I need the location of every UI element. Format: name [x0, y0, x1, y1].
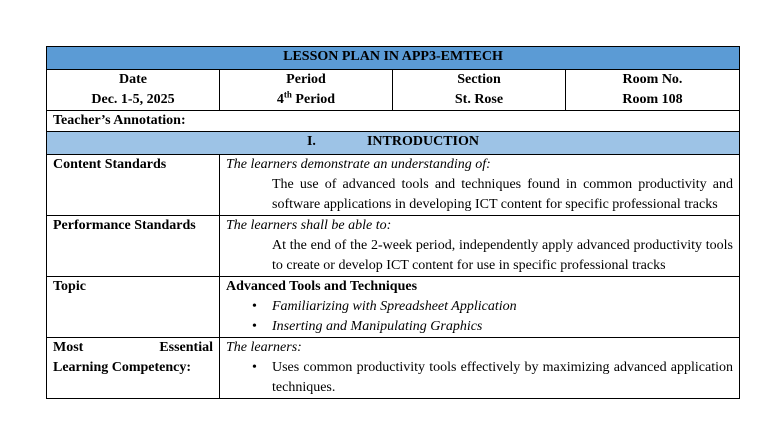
section-title: INTRODUCTION — [366, 134, 479, 149]
section-number: I. — [306, 134, 316, 149]
period-word: Period — [295, 92, 336, 107]
room-label: Room No. — [622, 72, 683, 87]
lesson-plan-table — [46, 46, 740, 399]
date-label: Date — [119, 72, 147, 87]
date-value: Dec. 1-5, 2025 — [91, 92, 175, 107]
content-standards-row — [47, 155, 740, 216]
topic-heading: Advanced Tools and Techniques — [226, 279, 418, 294]
period-suffix: th — [283, 89, 292, 100]
section-heading-row — [47, 132, 740, 155]
content-standards-label: Content Standards — [47, 155, 220, 216]
performance-standards-cell — [220, 216, 740, 277]
teacher-annotation-label: Teacher’s Annotation: — [47, 111, 740, 132]
topic-bullet-text: Familiarizing with Spreadsheet Application — [272, 299, 517, 314]
section-cell — [393, 70, 566, 111]
list-item — [252, 317, 733, 337]
content-standards-lead: The learners demonstrate an understanding of: — [226, 157, 491, 172]
period-cell — [220, 70, 393, 111]
room-value: Room 108 — [622, 92, 683, 107]
header-row — [47, 70, 740, 111]
period-number: 4 — [276, 92, 284, 107]
melc-bullet-text: Uses common productivity tools effectively by maximizing advanced application techniques. — [272, 360, 733, 395]
section-value: St. Rose — [454, 92, 504, 107]
section-label: Section — [457, 72, 501, 87]
topic-label: Topic — [47, 277, 220, 338]
melc-row — [47, 338, 740, 399]
melc-cell — [220, 338, 740, 399]
melc-label — [47, 338, 220, 399]
performance-standards-text: At the end of the 2-week period, independently apply advanced productivity tools to create or develop ICT content for use in specific professional tracks — [272, 238, 733, 273]
performance-standards-row — [47, 216, 740, 277]
topic-bullet-text: Inserting and Manipulating Graphics — [272, 319, 483, 334]
melc-label-word2: Essential — [159, 340, 213, 355]
title-row — [47, 47, 740, 70]
annotation-row — [47, 111, 740, 132]
section-heading — [47, 132, 740, 155]
room-cell — [566, 70, 740, 111]
period-value — [226, 90, 386, 110]
melc-label-word1: Most — [53, 340, 84, 355]
bullet-icon: • — [252, 319, 257, 334]
content-standards-text: The use of advanced tools and techniques found in common productivity and software applications in developing ICT content for specific professional tracks — [272, 177, 733, 212]
list-item — [252, 297, 733, 317]
list-item — [252, 358, 733, 398]
content-standards-cell — [220, 155, 740, 216]
melc-bullet-list — [226, 358, 733, 398]
period-label: Period — [286, 72, 326, 87]
performance-standards-lead: The learners shall be able to: — [226, 218, 392, 233]
topic-cell — [220, 277, 740, 338]
performance-standards-label: Performance Standards — [47, 216, 220, 277]
lesson-plan-title: LESSON PLAN IN APP3-EMTECH — [47, 47, 740, 70]
bullet-icon: • — [252, 299, 257, 314]
topic-bullet-list — [226, 297, 733, 337]
melc-label-line2: Learning Competency: — [53, 360, 192, 375]
melc-label-line1 — [53, 338, 213, 358]
melc-lead: The learners: — [226, 340, 302, 355]
date-cell — [47, 70, 220, 111]
topic-row — [47, 277, 740, 338]
bullet-icon: • — [252, 360, 257, 375]
